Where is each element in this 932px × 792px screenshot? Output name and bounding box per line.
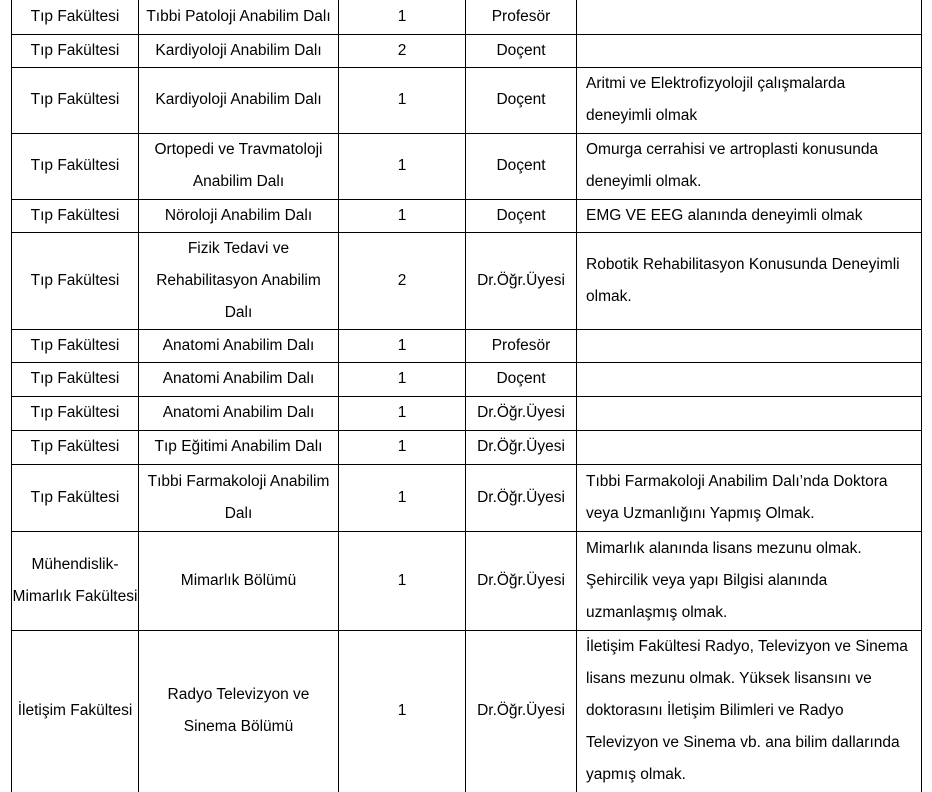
title-cell: Dr.Öğr.Üyesi	[466, 630, 577, 792]
title-cell: Dr.Öğr.Üyesi	[466, 464, 577, 531]
faculty-cell: Tıp Fakültesi	[12, 329, 139, 362]
table-row	[12, 430, 922, 464]
department-cell: Mimarlık Bölümü	[139, 531, 339, 630]
table-row	[12, 34, 922, 67]
count-cell: 1	[339, 0, 466, 34]
title-cell: Doçent	[466, 199, 577, 232]
count-cell: 1	[339, 199, 466, 232]
department-cell: Kardiyoloji Anabilim Dalı	[139, 67, 339, 133]
note-cell: Tıbbi Farmakoloji Anabilim Dalı’nda Doktora veya Uzmanlığını Yapmış Olmak.	[577, 464, 922, 531]
table-row	[12, 531, 922, 630]
faculty-cell: Tıp Fakültesi	[12, 232, 139, 329]
title-cell: Doçent	[466, 67, 577, 133]
note-cell: Aritmi ve Elektrofizyolojil çalışmalarda deneyimli olmak	[577, 67, 922, 133]
table-row	[12, 0, 922, 34]
department-cell: Anatomi Anabilim Dalı	[139, 396, 339, 430]
faculty-cell: Tıp Fakültesi	[12, 67, 139, 133]
faculty-cell: Tıp Fakültesi	[12, 430, 139, 464]
note-cell	[577, 0, 922, 34]
note-cell	[577, 329, 922, 362]
note-cell: Mimarlık alanında lisans mezunu olmak. Şehircilik veya yapı Bilgisi alanında uzmanlaşmış olmak.	[577, 531, 922, 630]
count-cell: 2	[339, 232, 466, 329]
title-cell: Doçent	[466, 34, 577, 67]
table-row	[12, 67, 922, 133]
faculty-cell: İletişim Fakültesi	[12, 630, 139, 792]
title-cell: Dr.Öğr.Üyesi	[466, 396, 577, 430]
department-cell: Anatomi Anabilim Dalı	[139, 362, 339, 396]
note-cell: İletişim Fakültesi Radyo, Televizyon ve Sinema lisans mezunu olmak. Yüksek lisansını ve doktorasını İletişim Bilimleri ve Radyo Televizyon ve Sinema vb. ana bilim dallarında yapmış olmak.	[577, 630, 922, 792]
title-cell: Profesör	[466, 0, 577, 34]
count-cell: 2	[339, 34, 466, 67]
title-cell: Profesör	[466, 329, 577, 362]
department-cell: Kardiyoloji Anabilim Dalı	[139, 34, 339, 67]
table-row	[12, 464, 922, 531]
faculty-cell: Tıp Fakültesi	[12, 34, 139, 67]
note-cell: Robotik Rehabilitasyon Konusunda Deneyimli olmak.	[577, 232, 922, 329]
count-cell: 1	[339, 67, 466, 133]
faculty-cell: Tıp Fakültesi	[12, 464, 139, 531]
department-cell: Tıbbi Patoloji Anabilim Dalı	[139, 0, 339, 34]
department-cell: Radyo Televizyon ve Sinema Bölümü	[139, 630, 339, 792]
count-cell: 1	[339, 396, 466, 430]
table-row	[12, 133, 922, 199]
faculty-cell: Tıp Fakültesi	[12, 0, 139, 34]
table-row	[12, 396, 922, 430]
faculty-cell: Tıp Fakültesi	[12, 133, 139, 199]
department-cell: Ortopedi ve Travmatoloji Anabilim Dalı	[139, 133, 339, 199]
faculty-cell: Tıp Fakültesi	[12, 362, 139, 396]
count-cell: 1	[339, 430, 466, 464]
note-cell	[577, 430, 922, 464]
table-row	[12, 630, 922, 792]
table-row	[12, 362, 922, 396]
faculty-cell: Tıp Fakültesi	[12, 396, 139, 430]
faculty-cell: Mühendislik-Mimarlık Fakültesi	[12, 531, 139, 630]
title-cell: Dr.Öğr.Üyesi	[466, 430, 577, 464]
note-cell	[577, 34, 922, 67]
table-row	[12, 232, 922, 329]
title-cell: Doçent	[466, 362, 577, 396]
department-cell: Nöroloji Anabilim Dalı	[139, 199, 339, 232]
department-cell: Anatomi Anabilim Dalı	[139, 329, 339, 362]
positions-table	[11, 0, 922, 792]
count-cell: 1	[339, 630, 466, 792]
table-row	[12, 199, 922, 232]
department-cell: Fizik Tedavi ve Rehabilitasyon Anabilim Dalı	[139, 232, 339, 329]
count-cell: 1	[339, 133, 466, 199]
note-cell: Omurga cerrahisi ve artroplasti konusunda deneyimli olmak.	[577, 133, 922, 199]
count-cell: 1	[339, 362, 466, 396]
title-cell: Dr.Öğr.Üyesi	[466, 232, 577, 329]
table-row	[12, 329, 922, 362]
count-cell: 1	[339, 531, 466, 630]
department-cell: Tıbbi Farmakoloji Anabilim Dalı	[139, 464, 339, 531]
faculty-cell: Tıp Fakültesi	[12, 199, 139, 232]
note-cell	[577, 396, 922, 430]
title-cell: Dr.Öğr.Üyesi	[466, 531, 577, 630]
department-cell: Tıp Eğitimi Anabilim Dalı	[139, 430, 339, 464]
count-cell: 1	[339, 329, 466, 362]
note-cell: EMG VE EEG alanında deneyimli olmak	[577, 199, 922, 232]
count-cell: 1	[339, 464, 466, 531]
note-cell	[577, 362, 922, 396]
title-cell: Doçent	[466, 133, 577, 199]
